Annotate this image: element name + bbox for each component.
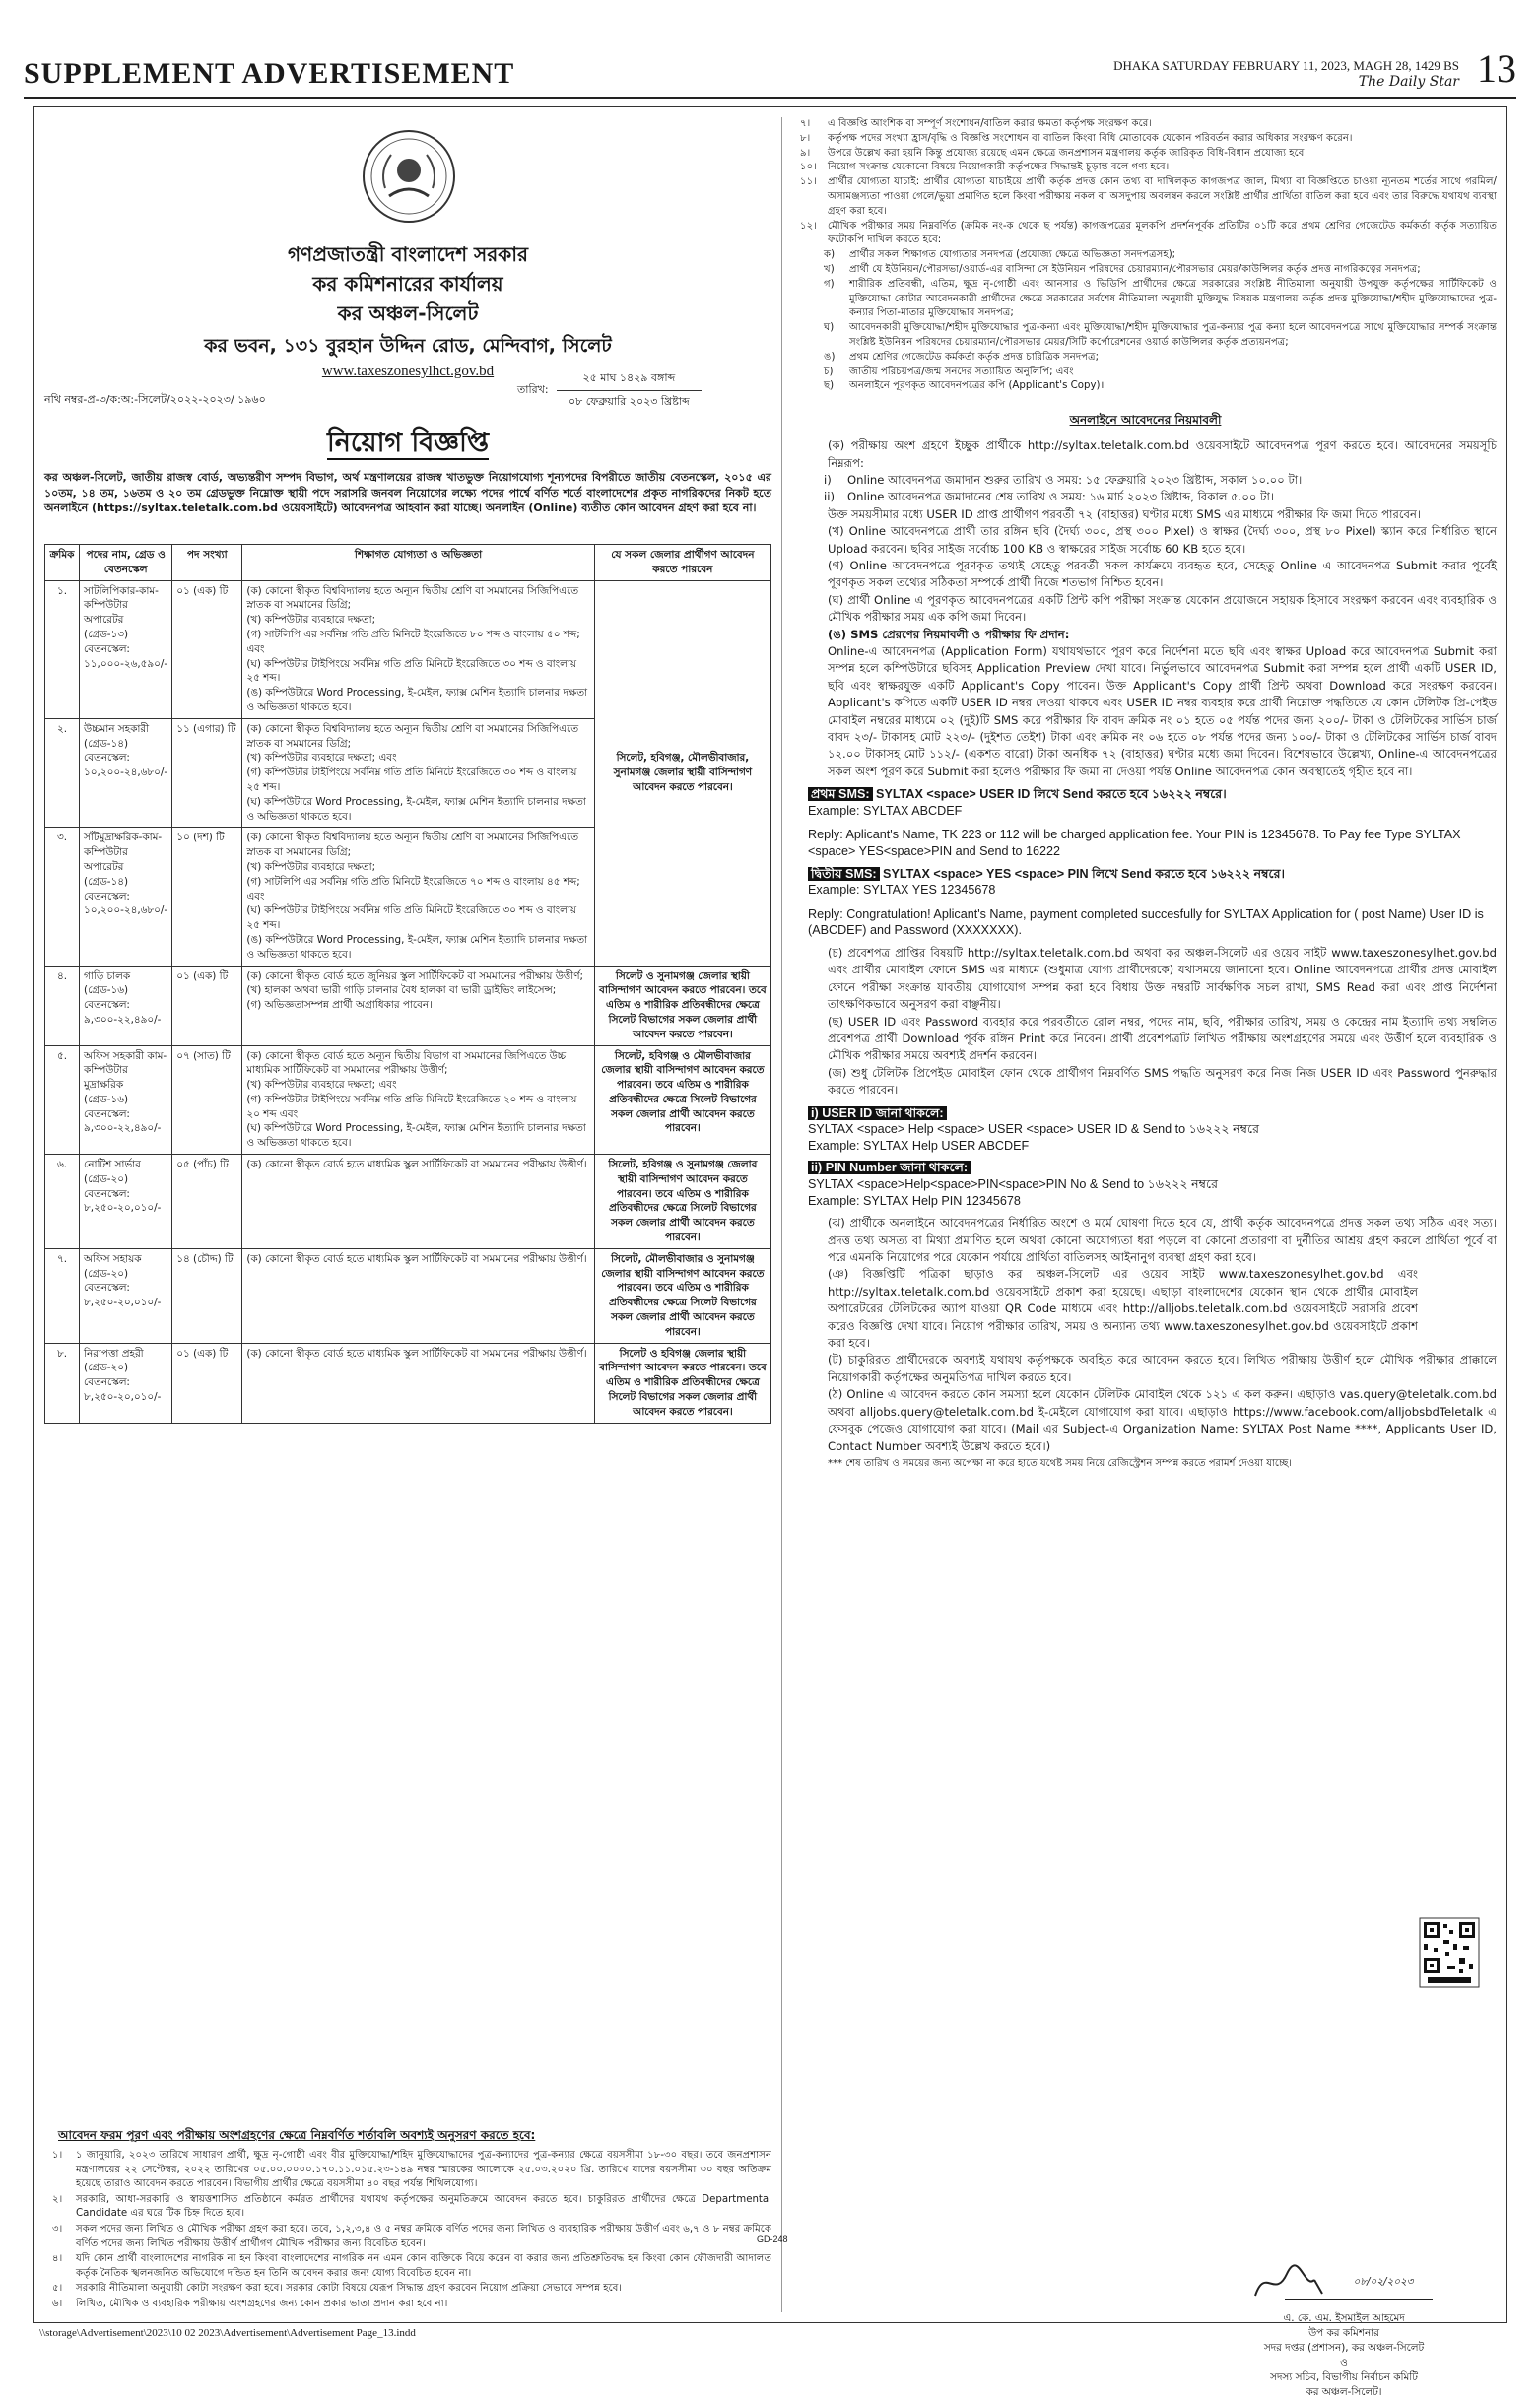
table-row <box>45 1045 771 1155</box>
qualification-item: (ঘ) কম্পিউটারে Word Processing, ই-মেইল, ফ্যাক্স মেশিন ইত্যাদি চালনার দক্ষতা ও অভিজ্ঞতা থাকতে হবে। <box>246 795 586 823</box>
signatory-name: এ. কে. এম. ইসমাইল আহমেদ <box>1283 2312 1405 2324</box>
row-qualification <box>242 718 594 828</box>
document-item <box>794 321 1497 351</box>
condition-number: ১০। <box>800 162 817 173</box>
condition-number: ৫। <box>52 2283 63 2295</box>
condition-item <box>794 220 1497 249</box>
table-row <box>45 966 771 1045</box>
document-item-text: প্রার্থী যে ইউনিয়ন/পৌরসভা/ওয়ার্ড-এর বাসিন্দা সে ইউনিয়ন পরিষদের চেয়ারম্যান/পৌরসভার মেয়র/কাউন্সিলর কর্তৃক প্রদত্ত নাগরিকত্বের সনদপত্র; <box>849 263 1421 275</box>
col-serial: ক্রমিক <box>45 545 80 581</box>
condition-item <box>44 2193 771 2222</box>
row-post: সাঁটমুদ্রাক্ষরিক-কাম-কম্পিউটার অপারেটর (গ্রেড-১৪) বেতনস্কেল: ১০,২০০-২৪,৬৮০/- <box>80 828 172 966</box>
condition-number: ২। <box>52 2193 63 2205</box>
condition-text: উপরে উল্লেখ করা হয়নি কিন্তু প্রযোজ্য রয়েছে এমন ক্ষেত্রে জনপ্রশাসন মন্ত্রণালয় কর্তৃক জারিকৃত বিধি-বিধান প্রযোজ্য হবে। <box>828 147 1308 159</box>
condition-item <box>44 2223 771 2251</box>
vacancy-table <box>44 544 771 1424</box>
table-row <box>45 1155 771 1249</box>
pin-sms: SYLTAX <space>Help<space>PIN<space>PIN No & Send to ১৬২২২ নম্বরে <box>808 1177 1219 1192</box>
row-eligible-districts: সিলেট, হবিগঞ্জ ও সুনামগঞ্জ জেলার স্থায়ী বাসিন্দাগণ আবেদন করতে পারবেন। তবে এতিম ও শারীরিক প্রতিবন্ধীদের ক্ষেত্রে সিলেট বিভাগের সকল জেলার প্রার্থী আবেদন করতে পারবেন। <box>594 1155 770 1249</box>
sms-first <box>794 786 1497 859</box>
rule-kha: (খ) Online আবেদনপত্রে প্রার্থী তার রঙ্গিন ছবি (দৈর্ঘ্য ৩০০, প্রস্থ ৩০০ Pixel) ও স্বাক্ষর (দৈর্ঘ্য ৩০০, প্রস্থ ৮০ Pixel) স্ক্যান করে নির্ধারিত স্থানে Upload করবেন। ছবির সাইজ সর্বোচ্চ 100 KB ও স্বাক্ষরের সাইজ সর্বোচ্চ 60 KB হতে হবে। <box>828 524 1497 556</box>
row-serial: ৬. <box>45 1155 80 1249</box>
userid-tag-line: i) USER ID জানা থাকলে: <box>808 1105 1497 1122</box>
intro-paragraph: কর অঞ্চল-সিলেট, জাতীয় রাজস্ব বোর্ড, অভ্যন্তরীণ সম্পদ বিভাগ, অর্থ মন্ত্রণালয়ের রাজস্ব খাতভুক্ত নিয়োগযোগ্য শূন্যপদের বিপরীতে জাতীয় বেতনস্কেল, ২০১৫ এর ১০তম, ১৪ তম, ১৬তম ও ২০ তম গ্রেডভুক্ত নিম্নোক্ত স্থায়ী পদে সরাসরি জনবল নিয়োগের লক্ষ্যে পদের পার্শ্বে বর্ণিত শর্তে বাংলাদেশের প্রকৃত নাগরিকদের নিকট হতে অনলাইনে (https://syltax.teletalk.com.bd ওয়েবসাইটে) আবেদনপত্র আহবান করা যাচ্ছে। অনলাইন (Online) ব্যতীত কোন আবেদন গ্রহণ করা হবে না। <box>44 471 771 514</box>
condition-text: সকল পদের জন্য লিখিত ও মৌখিক পরীক্ষা গ্রহণ করা হবে। তবে, ১,২,৩,৪ ও ৫ নম্বর ক্রমিকে বর্ণিত পদের জন্য লিখিত ও ব্যবহারিক পরীক্ষায় উত্তীর্ণ এবং ৬,৭ ও ৮ নম্বর ক্রমিকে বর্ণিত পদের জন্য লিখিত পরীক্ষায় উত্তীর্ণ প্রার্থীগণ মৌখিক পরীক্ষার জন্য বিবেচিত হবেন। <box>76 2223 771 2249</box>
condition-number: ১। <box>52 2150 63 2161</box>
condition-item <box>794 175 1497 219</box>
qualification-item: (ঘ) কম্পিউটার টাইপিংয়ে সর্বনিম্ন গতি প্রতি মিনিটে ইংরেজিতে ৩০ শব্দ ও বাংলায় ২৫ শব্দ। <box>246 657 577 685</box>
row-eligible-districts: সিলেট, হবিগঞ্জ ও মৌলভীবাজার জেলার স্থায়ী বাসিন্দাগণ আবেদন করতে পারবেন। তবে এতিম ও শারীরিক প্রতিবন্ধীদের ক্ষেত্রে সিলেট বিভাগের সকল জেলার প্রার্থী আবেদন করতে পারবেন। <box>594 1045 770 1155</box>
condition-number: ৮। <box>800 132 811 144</box>
signatory-and: ও <box>1340 2357 1348 2368</box>
document-item <box>794 351 1497 366</box>
file-path: \\storage\Advertisement\2023\10 02 2023\Advertisement\Advertisement Page_13.indd <box>39 2327 416 2339</box>
rule-ka: (ক) পরীক্ষায় অংশ গ্রহণে ইচ্ছুক প্রার্থীকে http://syltax.teletalk.com.bd ওয়েবসাইটে আবেদনপত্র পূরণ করতে হবে। আবেদনের সময়সূচি নিম্নরূপ: <box>828 438 1497 470</box>
document-item-letter: ঙ) <box>824 351 836 363</box>
sms-second-line: দ্বিতীয় SMS: SYLTAX <space> YES <space> PIN লিখে Send করতে হবে ১৬২২২ নম্বরে। <box>808 866 1497 883</box>
sms-first-line: প্রথম SMS: SYLTAX <space> USER ID লিখে Send করতে হবে ১৬২২২ নম্বরে। <box>808 786 1497 803</box>
document-item-letter: ঘ) <box>824 322 835 334</box>
row-count: ১১ (এগার) টি <box>172 718 242 828</box>
rule-nya: (ঞ) বিজ্ঞপ্তিটি পত্রিকা ছাড়াও কর অঞ্চল-সিলেট এর ওয়েব সাইট www.taxeszonesylhet.gov.bd এবং http://syltax.teletalk.com.bd ওয়েবসাইটে প্রকাশ করা হয়েছে। এছাড়া বাংলাদেশের যেকোন স্থান থেকে প্রার্থীর মোবাইল অপারেটরের টেলিটকের অ্যাপ যাওয়া QR Code মাধ্যমে এবং http://alljobs.teletalk.com.bd ওয়েবসাইটে সরাসরি প্রবেশ করেও বিজ্ঞপ্তি দেখা যাবে। নিয়োগ পরীক্ষার তারিখ, সময় ও অন্যান্য তথ্য www.taxeszonesylhet.gov.bd ওয়েবসাইটে প্রকাশ করা হবে। <box>828 1267 1418 1351</box>
gd-code: GD-248 <box>757 2234 788 2244</box>
rule-umo: (ঙ) SMS প্রেরণের নিয়মাবলী ও পরীক্ষার ফি প্রদান: <box>828 627 1070 641</box>
qualification-item: (ক) কোনো স্বীকৃত বিশ্ববিদ্যালয় হতে অন্যূন দ্বিতীয় শ্রেণি বা সমমানের সিজিপিএতে স্নাতক বা সমমানের ডিগ্রি; <box>246 722 579 750</box>
rule-ga: (গ) Online আবেদনপত্রে পূরণকৃত তথ্যই যেহেতু পরবর্তী সকল কার্যক্রমে ব্যবহৃত হবে, সেহেতু Online এ আবেদনপত্র Submit করার পূর্বেই পূরণকৃত সকল তথ্যের সঠিকতা সম্পর্কে প্রার্থী নিজে শতভাগ নিশ্চিত হবেন। <box>828 558 1497 590</box>
row-qualification <box>242 580 594 718</box>
qualification-item: (ক) কোনো স্বীকৃত বিশ্ববিদ্যালয় হতে অন্যূন দ্বিতীয় শ্রেণি বা সমমানের সিজিপিএতে স্নাতক বা সমমানের ডিগ্রি; <box>246 584 579 612</box>
rule-umo-body: Online-এ আবেদনপত্র (Application Form) যথাযথভাবে পূরণ করে নির্দেশনা মতে ছবি এবং স্বাক্ষর Upload করে আবেদনপত্র Submit করা সম্পন্ন হলে কম্পিউটারে ছবিসহ Application Preview দেখা যাবে। নির্ভুলভাবে আবেদনপত্র Submit করা সম্পন্ন হলে প্রার্থী একটি USER ID, ছবি এবং স্বাক্ষরযুক্ত একটি Applicant's Copy পাবেন। উক্ত Applicant's Copy প্রার্থী প্রিন্ট অথবা Download করে সংরক্ষণ করবেন। Applicant's কপিতে একটি USER ID নম্বর দেওয়া থাকবে এবং USER ID নম্বর ব্যবহার করে প্রার্থী নিম্নোক্ত পদ্ধতিতে যে কোন টেলিটক প্রি-পেইড মোবাইল নম্বরের মাধ্যমে ০২ (দুই)টি SMS করে পরীক্ষার ফি বাবদ ক্রমিক নং ০১ হতে ০৫ পর্যন্ত পদের জন্য ২০০/- টাকা ও টেলিটকের সার্ভিস চার্জ বাবদ ২৩/- টাকাসহ মোট ২২৩/- (দুইশত তেইশ) টাকা এবং ক্রমিক নং ০৬ হতে ০৮ পর্যন্ত পদের জন্য ১০০/- টাকা ও টেলিটকের সার্ভিস চার্জ বাবদ ১২.০০ টাকাসহ মোট ১১২/- (একশত বারো) টাকা অনধিক ৭২ (বাহাত্তর) ঘণ্টার মধ্যে জমা দিবেন। বিশেষভাবে উল্লেখ্য, Online-এ আবেদনপত্রের সকল অংশ পূরণ করে Submit করা হলেও পরীক্ষার ফি জমা না দেওয়া পর্যন্ত Online আবেদনপত্র কোন অবস্থাতেই গৃহীত হবে না। <box>828 644 1497 778</box>
condition-number: ৬। <box>52 2298 63 2309</box>
row-count: ০১ (এক) টি <box>172 966 242 1045</box>
pin-tag-line: ii) PIN Number জানা থাকলে: <box>808 1160 1497 1176</box>
signatory-designation: উপ কর কমিশনার <box>1308 2327 1379 2339</box>
row-count: ০৭ (সাত) টি <box>172 1045 242 1155</box>
row-eligible-districts: সিলেট, হবিগঞ্জ, মৌলভীবাজার, সুনামগঞ্জ জেলার স্থায়ী বাসিন্দাগণ আবেদন করতে পারবেন। <box>594 580 770 966</box>
document-item-text: শারীরিক প্রতিবন্ধী, এতিম, ক্ষুদ্র নৃ-গোষ্ঠী এবং আনসার ও ভিডিপি প্রার্থীদের ক্ষেত্রে সরকারের সংশ্লিষ্ট নীতিমালা অনুযায়ী উপযুক্ত কর্তৃপক্ষের সার্টিফিকেট ও মুক্তিযোদ্ধা কোটার আবেদনকারী প্রার্থীদের ক্ষেত্রে সরকারের সর্বশেষ নীতিমালা অনুযায়ী মুক্তিযুদ্ধ বিষয়ক মন্ত্রণালয় কর্তৃক প্রদত্ত মুক্তিযোদ্ধা/শহীদ মুক্তিযোদ্ধাদের পুত্র-কন্যার পিতা-মাতার মুক্তিযোদ্ধার সনদপত্র; <box>849 278 1497 319</box>
row-serial: ২. <box>45 718 80 828</box>
qualification-item: (গ) কম্পিউটার টাইপিংয়ে সর্বনিম্ন গতি প্রতি মিনিটে ইংরেজিতে ৩০ শব্দ ও বাংলায় ২৫ শব্দ। <box>246 767 577 793</box>
rule-cha: (চ) প্রবেশপত্র প্রাপ্তির বিষয়টি http://syltax.teletalk.com.bd অথবা কর অঞ্চল-সিলেট এর ওয়েব সাইট www.taxeszonesylhet.gov.bd এবং প্রার্থীর মোবাইল ফোনে SMS এর মাধ্যমে (শুধুমাত্র যোগ্য প্রার্থীদেরকে) যথাসময়ে জানানো হবে। Online আবেদনপত্রে প্রার্থীর প্রদত্ত মোবাইল ফোনে পরীক্ষা সংক্রান্ত যাবতীয় যোগাযোগ সম্পন্ন করা হবে বিধায় উক্ত নম্বরটি সার্বক্ষণিক সচল রাখা, SMS Read করা এবং প্রাপ্ত নির্দেশনা তাৎক্ষণিকভাবে অনুসরণ করা বাঞ্ছনীয়। <box>828 946 1497 1012</box>
zone-name: কর অঞ্চল-সিলেট <box>337 301 479 325</box>
qr-code-icon <box>1420 1918 1479 1987</box>
rule-gha: (ঘ) প্রার্থী Online এ পূরণকৃত আবেদনপত্রের একটি প্রিন্ট কপি পরীক্ষা সংক্রান্ত যেকোন প্রয়োজনে সহায়ক হিসাবে সংরক্ষণ করবেন এবং ব্যবহারিক ও মৌখিক পরীক্ষার সময় এক কপি জমা দিবেন। <box>828 592 1497 625</box>
qualification-item: (ক) কোনো স্বীকৃত বোর্ড হতে জুনিয়র স্কুল সার্টিফিকেট বা সমমানের পরীক্ষায় উত্তীর্ণ; <box>246 969 583 982</box>
qualification-item: (ঙ) কম্পিউটারে Word Processing, ই-মেইল, ফ্যাক্স মেশিন ইত্যাদি চালনার দক্ষতা ও অভিজ্ঞতা থাকতে হবে। <box>246 933 588 961</box>
condition-text: যদি কোন প্রার্থী বাংলাদেশের নাগরিক না হন কিংবা বাংলাদেশের নাগরিক নন এমন কোন ব্যক্তিকে বিয়ে করেন বা করার জন্য প্রতিশ্রুতিবদ্ধ হন কিংবা কোন ফৌজদারী আদালত কর্তৃক নৈতিক স্খলনজনিত অভিযোগে দন্ডিত হন তিনি আবেদন করার জন্য যোগ্য বিবেচিত হবেন না। <box>76 2253 771 2279</box>
right-column <box>781 117 1497 2398</box>
rule-ka-start: i) Online আবেদনপত্র জমাদান শুরুর তারিখ ও সময়: ১৫ ফেব্রুয়ারি ২০২৩ খ্রিষ্টাব্দ, সকাল ১০.০০ টা। <box>824 472 1303 487</box>
condition-item <box>44 2282 771 2297</box>
qualification-item: (ঙ) কম্পিউটারে Word Processing, ই-মেইল, ফ্যাক্স মেশিন ইত্যাদি চালনার দক্ষতা ও অভিজ্ঞতা থাকতে হবে। <box>246 687 588 713</box>
condition-item <box>44 2252 771 2281</box>
qualification-item: (গ) সাটলিপি এর সর্বনিম্ন গতি প্রতি মিনিটে ইংরেজিতে ৮০ শব্দ ও বাংলায় ৫০ শব্দ; এবং <box>246 628 580 655</box>
date-english: ০৮ ফেব্রুয়ারি ২০২৩ খ্রিষ্টাব্দ <box>569 395 690 408</box>
date-label: তারিখ: <box>517 383 549 396</box>
row-eligible-districts: সিলেট, মৌলভীবাজার ও সুনামগঞ্জ জেলার স্থায়ী বাসিন্দাগণ আবেদন করতে পারবেন। তবে এতিম ও শারীরিক প্রতিবন্ধীদের ক্ষেত্রে সিলেট বিভাগের সকল জেলার প্রার্থী আবেদন করতে পারবেন। <box>594 1248 770 1343</box>
row-post: নোটিশ সার্ভার (গ্রেড-২০) বেতনস্কেল: ৮,২৫০-২০,০১০/- <box>80 1155 172 1249</box>
condition-text: কর্তৃপক্ষ পদের সংখ্যা হ্রাস/বৃদ্ধি ও বিজ্ঞপ্তি সংশোধন বা বাতিল কিংবা বিধি মোতাবেক যেকোন পরিবর্তন করার অধিকার সংরক্ষণ করেন। <box>828 132 1353 144</box>
sms-second-reply: Reply: Congratulation! Aplicant's Name, payment completed succesfully for SYLTAX Application for ( post Name) User ID is (ABCDEF) and Password (XXXXXXX). <box>808 906 1484 938</box>
condition-text: সরকারি নীতিমালা অনুযায়ী কোটা সংরক্ষণ করা হবে। সরকার কোটা বিষয়ে যেরূপ সিদ্ধান্ত গ্রহণ করবেন নিয়োগ প্রক্রিয়া সেভাবে সম্পন্ন হবে। <box>76 2283 623 2295</box>
table-row <box>45 1248 771 1343</box>
rule-tha: (ঠ) Online এ আবেদন করতে কোন সমস্যা হলে যেকোন টেলিটক মোবাইল থেকে ১২১ এ কল করুন। এছাড়াও vas.query@teletalk.com.bd অথবা alljobs.query@teletalk.com.bd ই-মেইলে যোগাযোগ করা যাবে। এছাড়াও https://www.facebook.com/alljobsbdTeletalk এ ফেসবুক পেজেও যোগাযোগ করা যাবে। (Mail এর Subject-এ Organization Name: SYLTAX Post Name ****, Applicants User ID, Contact Number অবশ্যই উল্লেখ করতে হবে।) <box>828 1387 1497 1453</box>
row-qualification <box>242 966 594 1045</box>
condition-number: ৩। <box>52 2223 63 2234</box>
condition-item <box>794 117 1497 132</box>
sms-first-example: Example: SYLTAX ABCDEF <box>808 803 963 818</box>
row-qualification <box>242 828 594 966</box>
row-post: অফিস সহায়ক (গ্রেড-২০) বেতনস্কেল: ৮,২৫০-২০,০১০/- <box>80 1248 172 1343</box>
condition-text: প্রার্থীর যোগ্যতা যাচাই: প্রার্থীর যোগ্যতা যাচাইয়ে প্রার্থী কর্তৃক প্রদত্ত কোন তথ্য বা দাখিলকৃত কাগজপত্র জাল, মিথ্যা বা বিজ্ঞপ্তিতে চাওয়া ন্যূনতম শর্তের সাথে গরমিল/অসামঞ্জস্যতা পাওয়া গেলে/ভুয়া প্রমাণিত হলে কিংবা পরীক্ষায় নকল বা অসদুপায় অবলম্বন করলে সংশ্লিষ্ট প্রার্থীর প্রার্থিতা বাতিল করা হবে এবং তার বিরুদ্ধে যথাযথ ব্যবস্থা গ্রহণ করা হবে। <box>828 176 1497 217</box>
qualification-item: (গ) সাটলিপি এর সর্বনিম্ন গতি প্রতি মিনিটে ইংরেজিতে ৭০ শব্দ ও বাংলায় ৪৫ শব্দ; এবং <box>246 875 580 902</box>
condition-number: ৯। <box>800 147 811 159</box>
website-link[interactable]: www.taxeszonesylhct.gov.bd <box>321 364 495 379</box>
government-emblem-icon <box>360 127 458 226</box>
document-item <box>794 263 1497 278</box>
qualification-item: (খ) কম্পিউটার ব্যবহারে দক্ষতা; <box>246 860 376 873</box>
signatory-committee: সদস্য সচিব, বিভাগীয় নির্বাচন কমিটি <box>1270 2371 1418 2383</box>
signature-block <box>1216 2260 1472 2400</box>
row-post: উচ্চমান সহকারী (গ্রেড-১৪) বেতনস্কেল: ১০,২০০-২৪,৬৮০/- <box>80 718 172 828</box>
qualification-item: (গ) অভিজ্ঞতাসম্পন্ন প্রার্থী অগ্রাধিকার পাবেন। <box>246 999 433 1012</box>
document-item-letter: ছ) <box>824 380 835 392</box>
document-item-text: আবেদনকারী মুক্তিযোদ্ধা/শহীদ মুক্তিযোদ্ধার পুত্র-কন্যা এবং মুক্তিযোদ্ধা/শহীদ মুক্তিযোদ্ধার পুত্র-কন্যার পুত্র কন্যা হলে আবেদনপত্রে সাথে মুক্তিযোদ্ধার সম্পর্ক সংক্রান্ত সংশ্লিষ্ট ইউনিয়ন পরিষদের চেয়ারম্যান/পৌরসভার মেয়র/সিটি কর্পোরেশনের ওয়ার্ড কাউন্সিলর কর্তৃক প্রত্যয়নপত্র; <box>849 322 1497 348</box>
document-item-letter: চ) <box>824 366 834 377</box>
vacancy-rows <box>45 580 771 1423</box>
recover-pin <box>794 1160 1497 1209</box>
conditions-continued <box>794 117 1497 394</box>
dateline-block <box>1113 57 1459 91</box>
conditions-title: আবেদন ফরম পূরণ এবং পরীক্ষায় অংশগ্রহণের ক্ষেত্রে নিম্নবর্ণিত শর্তাবলি অবশ্যই অনুসরণ করতে হবে: <box>58 2128 536 2142</box>
govt-name: গণপ্রজাতন্ত্রী বাংলাদেশ সরকার <box>288 242 528 266</box>
condition-text: ১ জানুয়ারি, ২০২৩ তারিখে সাধারণ প্রার্থী, ক্ষুদ্র নৃ-গোষ্ঠী এবং বীর মুক্তিযোদ্ধা/শহিদ মুক্তিযোদ্ধাদের পুত্র-কন্যাদের পুত্র-কন্যার ক্ষেত্রে বয়সসীমা ১৮-৩০ বছর। তবে জনপ্রশাসন মন্ত্রণালয়ের ২২ সেপ্টেম্বর, ২০২২ তারিখের ০৫.০০.০০০০.১৭০.১১.০১৫.২৩-১৪৯ নম্বর স্মারকের আলোকে ২৫.০৩.২০২০ খ্রি. তারিখে যাদের বয়সসীমা ৩০ বছর অতিক্রম হয়েছে তারাও আবেদন করতে পারবেন। বিভাগীয় প্রার্থীর ক্ষেত্রে বয়সসীমা ৪০ বছর পর্যন্ত শিথিলযোগ্য। <box>76 2150 771 2190</box>
qualification-item: (ক) কোনো স্বীকৃত বোর্ড হতে মাধ্যমিক স্কুল সার্টিফিকেট বা সমমানের পরীক্ষায় উত্তীর্ণ। <box>246 1159 587 1171</box>
row-count: ০৫ (পাঁচ) টি <box>172 1155 242 1249</box>
condition-text: নিয়োগ সংক্রান্ত যেকোনো বিষয়ে নিয়োগকারী কর্তৃপক্ষের সিদ্ধান্তই চূড়ান্ত বলে গণ্য হবে। <box>828 162 1170 173</box>
condition-text: সরকারি, আধা-সরকারি ও স্বায়ত্তশাসিত প্রতিষ্ঠানে কর্মরত প্রার্থীদের যথাযথ কর্তৃপক্ষের অনুমতিক্রমে আবেদন করতে হবে। চাকুরিরত প্রার্থীদের ক্ষেত্রে Departmental Candidate এর ঘরে টিক চিহ্ন দিতে হবে। <box>76 2193 771 2220</box>
row-count: ১০ (দশ) টি <box>172 828 242 966</box>
qualification-item: (খ) হালকা অথবা ভারী গাড়ি চালনার বৈধ হালকা বা ভারী ড্রাইভিং লাইসেন্স; <box>246 984 557 997</box>
condition-text: লিখিত, মৌখিক ও ব্যবহারিক পরীক্ষায় অংশগ্রহণের জন্য কোন প্রকার ভাতা প্রদান করা হবে না। <box>76 2298 448 2309</box>
online-rules <box>794 437 1497 1472</box>
condition-item <box>44 2298 771 2312</box>
signature-date: ০৮/০২/২০২৩ <box>1353 2276 1414 2288</box>
document-item <box>794 379 1497 394</box>
row-count: ০১ (এক) টি <box>172 580 242 718</box>
condition-number: ১২। <box>800 220 817 232</box>
final-note: *** শেষ তারিখ ও সময়ের জন্য অপেক্ষা না করে হাতে যথেষ্ট সময় নিয়ে রেজিস্ট্রেশন সম্পন্ন করতে পরামর্শ দেওয়া যাচ্ছে। <box>828 1457 1292 1469</box>
sms-second <box>794 866 1497 939</box>
row-post: নিরাপত্তা প্রহরী (গ্রেড-২০) বেতনস্কেল: ৮,২৫০-২০,০১০/- <box>80 1343 172 1423</box>
condition-number: ১১। <box>800 176 817 188</box>
left-column <box>44 117 771 2312</box>
rule-chha: (ছ) USER ID এবং Password ব্যবহার করে পরবর্তীতে রোল নম্বর, পদের নাম, ছবি, পরীক্ষার তারিখ, সময় ও কেন্দ্রের নাম ইত্যাদি তথ্য সম্বলিত প্রবেশপত্র প্রার্থী Download পূর্বক রঙ্গিন Print করে নিবেন। প্রার্থী প্রবেশপত্রটি লিখিত পরীক্ষায় অংশগ্রহণের সময়ে এবং উত্তীর্ণ হলে ব্যবহারিক ও মৌখিক পরীক্ষার সময়ে অবশ্যই প্রদর্শন করবেন। <box>828 1014 1497 1063</box>
row-serial: ৩. <box>45 828 80 966</box>
row-qualification <box>242 1045 594 1155</box>
row-serial: ৪. <box>45 966 80 1045</box>
date-block <box>517 369 702 414</box>
document-item-text: অনলাইনে পূরণকৃত আবেদনপত্রের কপি (Applicant's Copy)। <box>849 380 1105 392</box>
signatory-zone: কর অঞ্চল-সিলেট। <box>1306 2386 1382 2398</box>
document-item-letter: গ) <box>824 278 835 290</box>
row-count: ০১ (এক) টি <box>172 1343 242 1423</box>
dateline: DHAKA SATURDAY FEBRUARY 11, 2023, MAGH 28, 1429 BS <box>1113 58 1459 73</box>
condition-item <box>794 132 1497 147</box>
col-count: পদ সংখ্যা <box>172 545 242 581</box>
qualification-item: (খ) কম্পিউটার ব্যবহারে দক্ষতা; এবং <box>246 752 397 765</box>
table-row <box>45 580 771 718</box>
qualification-item: (ঘ) কম্পিউটারে Word Processing, ই-মেইল, ফ্যাক্স মেশিন ইত্যাদি চালনার দক্ষতা ও অভিজ্ঞতা থাকতে হবে। <box>246 1122 586 1150</box>
row-serial: ১. <box>45 580 80 718</box>
row-serial: ৮. <box>45 1343 80 1423</box>
sms-first-reply: Reply: Aplicant's Name, TK 223 or 112 will be charged application fee. Your PIN is 12345678. To Pay fee Type SYLTAX <space> YES<space>PIN and Send to 16222 <box>808 828 1461 859</box>
online-rules-title: অনলাইনে আবেদনের নিয়মাবলী <box>1069 413 1222 428</box>
row-post: অফিস সহকারী কাম-কম্পিউটার মুদ্রাক্ষরিক (গ্রেড-১৬) বেতনস্কেল: ৯,৩০০-২২,৪৯০/- <box>80 1045 172 1155</box>
condition-number: ৭। <box>800 118 811 129</box>
document-item <box>794 366 1497 380</box>
document-item-text: প্রথম শ্রেণির গেজেটেড কর্মকর্তা কর্তৃক প্রদত্ত চারিত্রিক সনদপত্র; <box>849 351 1100 363</box>
section-title: SUPPLEMENT ADVERTISEMENT <box>24 57 515 90</box>
signatory-office: সদর দপ্তর (প্রশাসন), কর অঞ্চল-সিলেট <box>1263 2342 1425 2354</box>
qualification-item: (ঘ) কম্পিউটার টাইপিংয়ে সর্বনিম্ন গতি প্রতি মিনিটে ইংরেজিতে ৩০ শব্দ ও বাংলায় ২৫ শব্দ। <box>246 904 577 932</box>
rule-jha: (ঝ) প্রার্থীকে অনলাইনে আবেদনপত্রের নির্ধারিত অংশে ও মর্মে ঘোষণা দিতে হবে যে, প্রার্থী কর্তৃক আবেদনপত্রে প্রদত্ত সকল তথ্য সঠিক এবং সত্য। প্রদত্ত তথ্য অসত্য বা মিথ্যা প্রমাণিত হলে অথবা কোনো অযোগ্যতা ধরা পড়লে বা কোনো প্রতারণা বা দুর্নীতির আশ্রয় গ্রহণ করলে প্রার্থিতা পূর্বে বা পরে এমনকি নিয়োগের পরে যেকোন পর্যায়ে প্রার্থিতা বাতিলসহ আইনানুগ ব্যবস্থা গ্রহণ করা হবে। <box>828 1216 1497 1265</box>
row-post: গাড়ি চালক (গ্রেড-১৬) বেতনস্কেল: ৯,৩০০-২২,৪৯০/- <box>80 966 172 1045</box>
rule-ka-end: ii) Online আবেদনপত্র জমাদানের শেষ তারিখ ও সময়: ১৬ মার্চ ২০২৩ খ্রিষ্টাব্দ, বিকাল ৫.০০ টা। <box>824 490 1274 504</box>
document-item-letter: খ) <box>824 263 835 275</box>
condition-item <box>794 147 1497 162</box>
condition-item <box>44 2149 771 2192</box>
row-post: সাটলিপিকার-কাম-কম্পিউটার অপারেটর (গ্রেড-১৩) বেতনস্কেল: ১১,০০০-২৬,৫৯০/- <box>80 580 172 718</box>
userid-sms: SYLTAX <space> Help <space> USER <space> USER ID & Send to ১৬২২২ নম্বরে <box>808 1122 1259 1137</box>
userid-example: Example: SYLTAX Help USER ABCDEF <box>808 1138 1030 1153</box>
condition-item <box>794 161 1497 175</box>
qualification-item: (খ) কম্পিউটার ব্যবহারে দক্ষতা; <box>246 614 376 627</box>
document-item-text: জাতীয় পরিচয়পত্র/জন্ম সনদের সত্যায়িত অনুলিপি; এবং <box>849 366 1074 377</box>
date-bangla: ২৫ মাঘ ১৪২৯ বঙ্গাব্দ <box>557 369 702 391</box>
rule-ka-note: উক্ত সময়সীমার মধ্যে USER ID প্রাপ্ত প্রার্থীগণ পরবর্তী ৭২ (বাহাত্তর) ঘণ্টার মধ্যে SMS এর মাধ্যমে পরীক্ষার ফি জমা দিতে পারবেন। <box>828 506 1422 521</box>
sms-second-example: Example: SYLTAX YES 12345678 <box>808 883 996 898</box>
col-qualification: শিক্ষাগত যোগ্যতা ও অভিজ্ঞতা <box>242 545 594 581</box>
document-item <box>794 248 1497 263</box>
condition-text: এ বিজ্ঞপ্তি আংশিক বা সম্পূর্ণ সংশোধন/বাতিল করার ক্ষমতা কর্তৃপক্ষ সংরক্ষণ করে। <box>828 118 1152 129</box>
row-eligible-districts: সিলেট ও হবিগঞ্জ জেলার স্থায়ী বাসিন্দাগণ আবেদন করতে পারবেন। তবে এতিম ও শারীরিক প্রতিবন্ধীদের ক্ষেত্রে সিলেট বিভাগের সকল জেলার প্রার্থী আবেদন করতে পারবেন। <box>594 1343 770 1423</box>
rule-ja: (জ) শুধু টেলিটক প্রিপেইড মোবাইল ফোন থেকে প্রার্থীগণ নিম্নবর্ণিত SMS পদ্ধতি অনুসরণ করে নিজ নিজ USER ID এবং Password পুনরুদ্ধার করতে পারবেন। <box>828 1065 1497 1098</box>
office-name: কর কমিশনারের কার্যালয় <box>312 272 503 296</box>
masthead <box>24 35 1516 99</box>
pin-example: Example: SYLTAX Help PIN 12345678 <box>808 1193 1021 1208</box>
document-item-text: প্রার্থীর সকল শিক্ষাগত যোগ্যতার সনদপত্র (প্রযোজ্য ক্ষেত্রে অভিজ্ঞতা সনদপত্রসহ); <box>849 249 1176 261</box>
qualification-item: (গ) কম্পিউটার টাইপিংয়ে সর্বনিম্ন গতি প্রতি মিনিটে ইংরেজিতে ২০ শব্দ ও বাংলায় ২০ শব্দ এবং <box>246 1093 577 1120</box>
qualification-item: (ক) কোনো স্বীকৃত বিশ্ববিদ্যালয় হতে অন্যূন দ্বিতীয় শ্রেণি বা সমমানের সিজিপিএতে স্নাতক বা সমমানের ডিগ্রি; <box>246 832 579 859</box>
memo-number: নথি নম্বর-প্র-৩/ক:অ:-সিলেট/২০২২-২০২৩/ ১৯৬০ <box>44 393 266 406</box>
col-post: পদের নাম, গ্রেড ও বেতনস্কেল <box>80 545 172 581</box>
document-item-letter: ক) <box>824 249 836 261</box>
office-address: কর ভবন, ১৩১ বুরহান উদ্দিন রোড, মেন্দিবাগ, সিলেট <box>204 335 612 357</box>
document-item <box>794 278 1497 321</box>
table-header-row <box>45 545 771 581</box>
conditions-list <box>44 2149 771 2313</box>
qualification-item: (ক) কোনো স্বীকৃত বোর্ড হতে মাধ্যমিক স্কুল সার্টিফিকেট বা সমমানের পরীক্ষায় উত্তীর্ণ। <box>246 1347 587 1360</box>
office-header <box>44 117 771 458</box>
col-eligible-districts: যে সকল জেলার প্রার্থীগণ আবেদন করতে পারবেন <box>594 545 770 581</box>
qualification-item: (ক) কোনো স্বীকৃত বোর্ড হতে অন্যূন দ্বিতীয় বিভাগ বা সমমানের জিপিএতে উচ্চ মাধ্যমিক সার্টিফিকেট বা সমমানের পরীক্ষায় উত্তীর্ণ; <box>246 1049 567 1077</box>
paper-name: The Daily Star <box>1358 74 1459 90</box>
page-number: 13 <box>1477 46 1516 91</box>
recover-userid <box>794 1105 1497 1155</box>
condition-number: ৪। <box>52 2253 63 2265</box>
row-qualification <box>242 1155 594 1249</box>
qualification-item: (খ) কম্পিউটার ব্যবহারে দক্ষতা; এবং <box>246 1079 397 1092</box>
row-eligible-districts: সিলেট ও সুনামগঞ্জ জেলার স্থায়ী বাসিন্দাগণ আবেদন করতে পারবেন। তবে এতিম ও শারীরিক প্রতিবন্ধীদের ক্ষেত্রে সিলেট বিভাগের সকল জেলার প্রার্থী আবেদন করতে পারবেন। <box>594 966 770 1045</box>
row-qualification <box>242 1248 594 1343</box>
condition-text: মৌখিক পরীক্ষার সময় নিম্নবর্ণিত (ক্রমিক নং-ক থেকে ছ পর্যন্ত) কাগজপত্রের মূলকপি প্রদর্শনপূর্বক প্রতিটির ০১টি করে প্রথম শ্রেণির গেজেটেড কর্মকর্তা কর্তৃক সত্যায়িত ফটোকপি দাখিল করতে হবে: <box>828 220 1497 246</box>
row-count: ১৪ (চৌদ্দ) টি <box>172 1248 242 1343</box>
rule-ta: (ট) চাকুরিরত প্রার্থীদেরকে অবশ্যই যথাযথ কর্তৃপক্ষকে অবহিত করে আবেদন করতে হবে। লিখিত পরীক্ষায় উত্তীর্ণ হলে মৌখিক পরীক্ষার প্রাক্কালে নিয়োগকারী কর্তৃপক্ষের অনুমতিপত্র দাখিল করতে হবে। <box>828 1353 1497 1384</box>
row-serial: ৭. <box>45 1248 80 1343</box>
notice-title: নিয়োগ বিজ্ঞপ্তি <box>326 428 490 458</box>
row-qualification <box>242 1343 594 1423</box>
qualification-item: (ক) কোনো স্বীকৃত বোর্ড হতে মাধ্যমিক স্কুল সার্টিফিকেট বা সমমানের পরীক্ষায় উত্তীর্ণ। <box>246 1252 587 1265</box>
row-serial: ৫. <box>45 1045 80 1155</box>
table-row <box>45 1343 771 1423</box>
